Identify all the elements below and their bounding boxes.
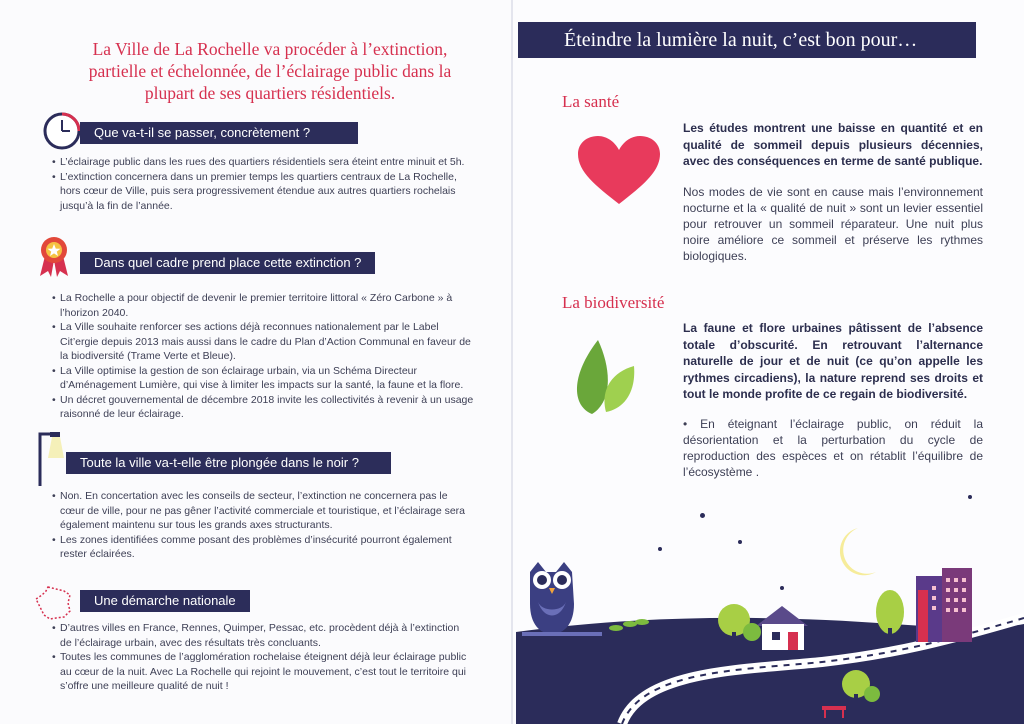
france-map-icon: [34, 585, 74, 621]
list-item: • D’autres villes en France, Rennes, Quimper, Pessac, etc. procèdent déjà à l’extinction de l’éclairage urbain, avec des résultats très concluants.: [52, 621, 472, 650]
section-title-cadre: Dans quel cadre prend place cette extinction ?: [80, 252, 375, 274]
list-item: En éteignant l’éclairage public, on réduit la désorientation et la perturbation du cycle de reproduction des espèces et on rétablit l’équilibre de l’écosystème .: [683, 417, 983, 479]
house-icon: [756, 606, 808, 650]
section-list-noir: [52, 489, 472, 562]
clock-icon: [42, 111, 82, 151]
heading-biodiversite: La biodiversité: [562, 293, 665, 312]
section-list-concretement: [52, 155, 472, 213]
sante-text: Nos modes de vie sont en cause mais l’environnement nocturne et la « qualité de nuit » sont un levier essentiel pour retrouver un sommeil réparateur. Une nuit plus noire améliore ce sommeil et préserve les rythmes biologiques.: [683, 185, 983, 263]
right-title: Éteindre la lumière la nuit, c’est bon pour…: [518, 22, 976, 58]
bullet-mark: •: [683, 417, 701, 431]
list-item: • La Ville optimise la gestion de son éclairage urbain, via un Schéma Directeur d’Aménagement Lumière, qui vise à limiter les impacts sur la santé, la faune et la flore.: [52, 364, 477, 393]
star-icon: [968, 495, 972, 499]
list-item: • Non. En concertation avec les conseils de secteur, l’extinction ne concernera pas le cœur de ville, pour ne pas gêner l’activité commerciale et touristique, et l’éclairage sera également maintenu sur tous les grands axes structurants.: [52, 489, 472, 533]
heading-sante: La santé: [562, 92, 620, 111]
buildings-icon: [916, 568, 972, 642]
night-scene-illustration: [512, 520, 1024, 724]
list-item: • L’éclairage public dans les rues des quartiers résidentiels sera éteint entre minuit et 5h.: [52, 155, 472, 170]
list-item: • L’extinction concernera dans un premier temps les quartiers centraux de La Rochelle, hors cœur de Ville, puis sera progressivement étendue aux autres quartiers rochelais jusqu’à la fin de l’année.: [52, 170, 472, 214]
section-list-nationale: [52, 621, 472, 694]
intro-line: La Ville de La Rochelle va procéder à l’extinction,: [92, 39, 448, 59]
section-title-nationale: Une démarche nationale: [80, 590, 250, 612]
section-title-concretement: Que va-t-il se passer, concrètement ?: [80, 122, 358, 144]
star-icon: [700, 513, 705, 518]
sante-bold-text: Les études montrent une baisse en quantité et en qualité de sommeil depuis plusieurs décennies, avec des conséquences en terme de santé publique.: [683, 121, 983, 168]
moon-icon: [840, 528, 876, 575]
section-title-noir: Toute la ville va-t-elle être plongée dans le noir ?: [66, 452, 391, 474]
list-item: • La Rochelle a pour objectif de devenir le premier territoire littoral « Zéro Carbone » à l’horizon 2040.: [52, 291, 477, 320]
list-item: • Toutes les communes de l’agglomération rochelaise éteignent déjà leur éclairage public au cœur de la nuit. Avec La Rochelle qui rejoint le mouvement, c’est tout le territoire qui s’offre une meilleure qualité de nuit !: [52, 650, 472, 694]
list-item: • La Ville souhaite renforcer ses actions déjà reconnues nationalement par le Label Cit’ergie depuis 2013 mais aussi dans le cadre du Plan d’Action Communal en faveur de la biodiversité (Trame Verte et Bleue).: [52, 320, 477, 364]
list-item: • Un décret gouvernemental de décembre 2018 invite les collectivités à revenir à un usage raisonné de leur éclairage.: [52, 393, 477, 422]
list-item: • Les zones identifiées comme posant des problèmes d’insécurité pourront également rester éclairées.: [52, 533, 472, 562]
section-list-cadre: [52, 291, 477, 422]
leaf-icon: [570, 336, 636, 416]
street-lamp-icon: [34, 428, 68, 486]
intro-heading: [60, 38, 480, 104]
heart-icon: [576, 134, 662, 206]
biodiversite-bold-text: La faune et flore urbaines pâtissent de l’absence totale d’obscurité. En retrouvant l’alternance naturelle de jour et de nuit (ce qu’on appelle les rythmes circadiens), la nature reprend ses droits et tout le monde profite de ce regain de biodiversité.: [683, 321, 983, 401]
biodiversite-bullet: [683, 416, 983, 480]
award-ribbon-icon: [36, 234, 72, 278]
intro-line: partielle et échelonnée, de l’éclairage public dans la: [88, 61, 452, 81]
intro-line: plupart de ses quartiers résidentiels.: [144, 83, 396, 103]
